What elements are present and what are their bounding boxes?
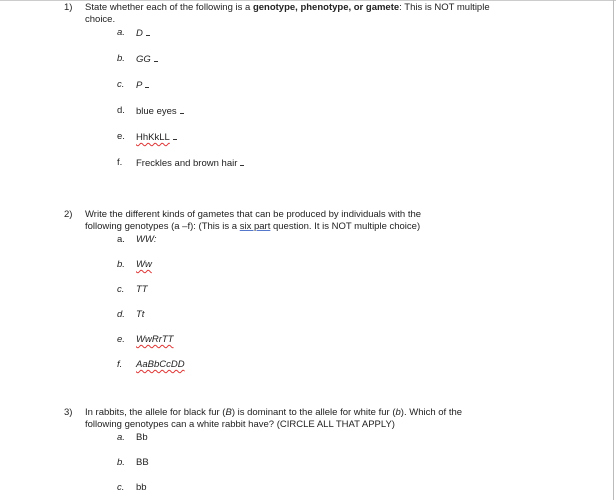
q1-item-a-label: a. bbox=[117, 27, 125, 38]
q3-item-c-label: c. bbox=[117, 482, 125, 493]
page-top-edge bbox=[0, 0, 616, 1]
q1-item-f: Freckles and brown hair bbox=[136, 157, 244, 170]
q1-item-b: GG bbox=[136, 53, 158, 66]
q2-item-d: Tt bbox=[136, 309, 145, 320]
answer-blank[interactable] bbox=[146, 27, 150, 36]
answer-blank[interactable] bbox=[240, 157, 244, 166]
q2-prompt-line2: following genotypes (a –f): (This is a six part question. It is NOT multiple choice) bbox=[85, 221, 421, 232]
q1-item-e-label: e. bbox=[117, 131, 125, 142]
q3-item-b[interactable]: BB bbox=[136, 457, 149, 468]
q2-item-a-label: a. bbox=[117, 234, 125, 245]
q1-item-d-label: d. bbox=[117, 105, 125, 116]
q1-item-a: D bbox=[136, 27, 150, 40]
answer-blank[interactable] bbox=[180, 105, 184, 114]
q2-item-b: Ww bbox=[136, 259, 152, 270]
q1-item-f-label: f. bbox=[117, 157, 123, 168]
q3-number: 3) bbox=[64, 407, 73, 418]
q1-prompt: State whether each of the following is a genotype, phenotype, or gamete: This is NOT multiple choice. bbox=[85, 2, 490, 25]
q2-item-c-label: c. bbox=[117, 284, 125, 295]
q2-item-e: WwRrTT bbox=[136, 334, 174, 345]
q3-item-b-label: b. bbox=[117, 457, 125, 468]
q2-item-d-label: d. bbox=[117, 309, 125, 320]
q1-item-c-label: c. bbox=[117, 79, 125, 90]
q3-prompt: In rabbits, the allele for black fur (B) is dominant to the allele for white fur (b). Which of the following genotypes can a white rabbit have? (CIRCLE ALL THAT APPLY) bbox=[85, 407, 463, 430]
q1-number: 1) bbox=[64, 2, 73, 13]
q1-item-c: P bbox=[136, 79, 149, 92]
q2-number: 2) bbox=[64, 209, 73, 220]
q2-item-f-label: f. bbox=[117, 359, 123, 370]
answer-blank[interactable] bbox=[145, 79, 149, 88]
q1-bold-terms: genotype, phenotype, or gamete bbox=[252, 2, 400, 13]
q1-item-d: blue eyes bbox=[136, 105, 184, 118]
q3-item-c[interactable]: bb bbox=[136, 482, 147, 493]
q3-item-a-label: a. bbox=[117, 432, 125, 443]
q2-item-f: AaBbCcDD bbox=[136, 359, 185, 370]
answer-blank[interactable] bbox=[173, 131, 177, 140]
answer-blank[interactable] bbox=[154, 53, 158, 62]
q2-prompt-line1: Write the different kinds of gametes that can be produced by individuals with the bbox=[85, 209, 422, 220]
page-right-edge bbox=[613, 0, 614, 500]
q2-item-e-label: e. bbox=[117, 334, 125, 345]
q2-item-a: WW: bbox=[136, 234, 157, 245]
q1-item-b-label: b. bbox=[117, 53, 125, 64]
q2-item-b-label: b. bbox=[117, 259, 125, 270]
q2-item-c: TT bbox=[136, 284, 148, 295]
q1-item-e: HhKkLL bbox=[136, 131, 177, 144]
q3-item-a[interactable]: Bb bbox=[136, 432, 148, 443]
